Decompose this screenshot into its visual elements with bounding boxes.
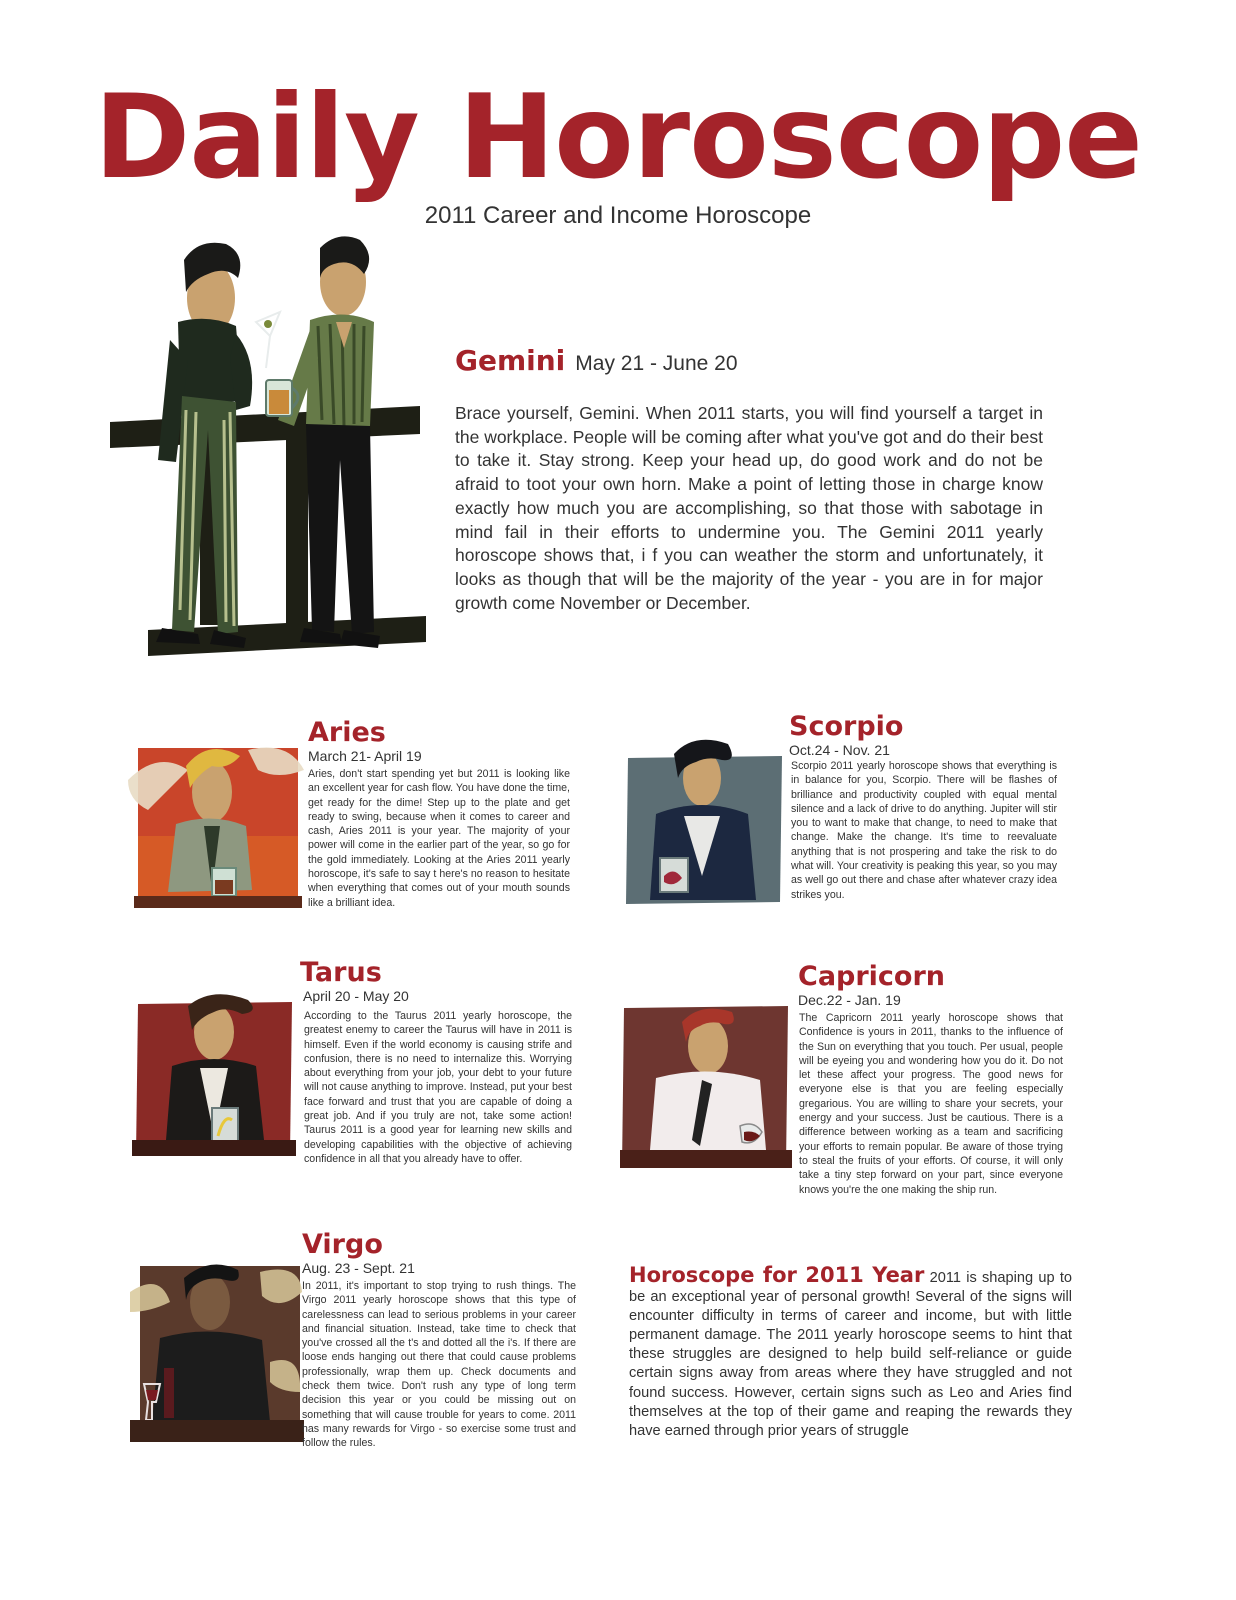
page-subtitle: 2011 Career and Income Horoscope [424, 202, 812, 229]
gemini-dates: May 21 - June 20 [575, 352, 738, 375]
taurus-body: According to the Taurus 2011 yearly horoscope, the greatest enemy to career the Taurus will have in 2011 is himself. Even if the world economy is causing strife and confusion, there is no need to internalize this. Worrying about everything from your job, your debt to your future will not cause anything to improve. Instead, put your best face forward and trust that you are capable of doing a great job. And if you truly are not, take some action! Taurus 2011 is a good year for learning new skills and developing capabilities with the objective of achieving confidence in all that you already have to offer. [304, 1010, 572, 1165]
capricorn-name: Capricorn [798, 961, 946, 992]
gemini-illustration [108, 230, 428, 670]
capricorn-illustration [620, 1000, 792, 1170]
aries-heading [308, 718, 422, 764]
aries-name: Aries [308, 717, 386, 748]
taurus-dates: April 20 - May 20 [303, 988, 409, 1004]
virgo-heading [302, 1230, 415, 1276]
scorpio-body: Scorpio 2011 yearly horoscope shows that everything is in balance for you, Scorpio. There will be flashes of brilliance and productivity coupled with equal mental silence and a lack of drive to do anything. Jupiter will stir you to want to make that change, to need to make that change. Make the change. It's time to reevaluate anything that is not prospering and take the risk to do what will. Your creativity is peaking this year, so you may as well go out there and chase after whatever crazy idea strikes you. [791, 760, 1057, 901]
virgo-name: Virgo [302, 1229, 383, 1260]
taurus-heading [300, 958, 409, 1004]
gemini-heading [455, 344, 738, 377]
page-title: Daily Horoscope [94, 70, 1142, 205]
scorpio-name: Scorpio [789, 711, 904, 742]
taurus-name: Tarus [300, 957, 382, 988]
virgo-illustration [130, 1252, 304, 1444]
scorpio-illustration [624, 736, 786, 908]
aries-dates: March 21- April 19 [308, 748, 422, 764]
summary-body: 2011 is shaping up to be an exceptional year of personal growth! Several of the signs will encounter difficulty in terms of career and income, but with little permanent damage. The 2011 yearly horoscope seems to hint that these struggles are designed to help build self-reliance or guide certain signs away from areas where they have struggled and not found success. However, certain signs such as Leo and Aries find themselves at the top of their game and reaping the rewards they have earned through prior years of struggle [629, 1270, 1072, 1439]
aries-body: Aries, don't start spending yet but 2011 is looking like an excellent year for cash flow. You have done the time, get ready for the dime! Step up to the plate and get ready to swing, because when it comes to career and cash, Aries 2011 is your year. The majority of your power will come in the earlier part of the year, so go for the gold immediately. Looking at the Aries 2011 yearly horoscope, it's safe to say t here's no reason to hesitate when everything that comes out of your mouth sounds like a brilliant idea. [308, 768, 570, 909]
scorpio-heading [789, 712, 903, 758]
gemini-body: Brace yourself, Gemini. When 2011 starts, you will find yourself a target in the workplace. People will be coming after what you've got and do their best to take it. Stay strong. Keep your head up, do good work and do not be afraid to toot your own horn. Make a point of letting those in charge know exactly how much you are accomplishing, so that those with sabotage in mind fail in their efforts to undermine you. The Gemini 2011 yearly horoscope shows that, i f you can weather the storm and unfortunately, it looks as though that will be the majority of the year - you are in for major growth come November or December. [455, 403, 1043, 613]
summary-block [629, 1263, 1072, 1441]
scorpio-dates: Oct.24 - Nov. 21 [789, 742, 890, 758]
aries-illustration [128, 740, 304, 912]
capricorn-body: The Capricorn 2011 yearly horoscope shows that Confidence is yours in 2011, thanks to the influence of the Sun on everything that you touch. Per usual, people will be eyeing you and wondering how you do it. Do not let these affect your progress. The good news for everyone else is that you are feeling especially gregarious. You are willing to share your secrets, your energy and your success. Just be cautious. There is a difference between working as a team and sacrificing your efforts to remain popular. Be aware of those trying to steal the fruits of your efforts. Of course, it will only take a tiny step forward on your part, since everyone knows you're the one making the ship run. [799, 1012, 1063, 1196]
taurus-illustration [132, 990, 296, 1160]
capricorn-dates: Dec.22 - Jan. 19 [798, 992, 901, 1008]
virgo-dates: Aug. 23 - Sept. 21 [302, 1260, 415, 1276]
capricorn-heading [798, 962, 945, 1008]
gemini-name: Gemini [455, 344, 566, 377]
summary-heading: Horoscope for 2011 Year [629, 1263, 925, 1287]
virgo-body: In 2011, it's important to stop trying to rush things. The Virgo 2011 yearly horoscope shows that this type of carelessness can lead to serious problems in your career and financial situation. Instead, take time to check that you've crossed all the t's and dotted all the i's. If there are loose ends hanging out there that could cause problems professionally, wrap them up. Check documents and check them twice. Don't rush any type of long term decision this year or you could be missing out on something that will cause trouble for years to come. 2011 has many rewards for Virgo - so exercise some trust and follow the rules. [302, 1280, 576, 1450]
